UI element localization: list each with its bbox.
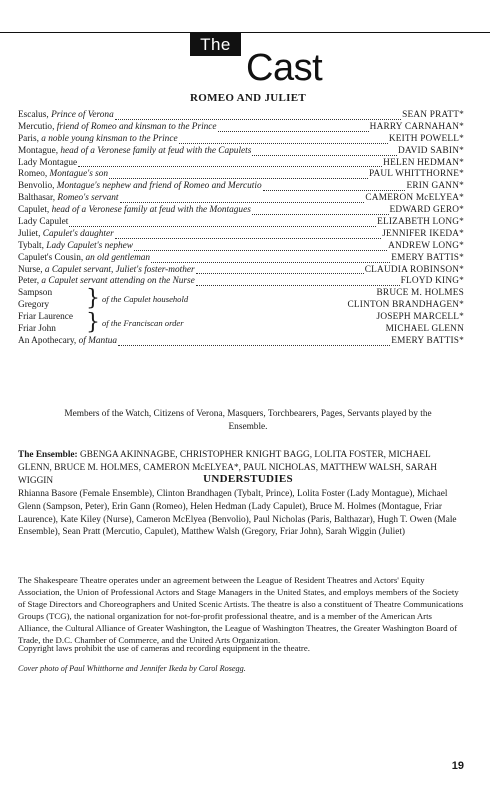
actor-name: EMERY BATTIS* [391, 335, 464, 346]
role-name: Paris, [18, 133, 42, 144]
actor-name: BRUCE M. HOLMES [376, 288, 464, 299]
brace-icon: } [86, 286, 100, 312]
page-number: 19 [451, 760, 464, 772]
role-name: Benvolio, [18, 181, 57, 192]
role-description: an old gentleman [85, 252, 151, 263]
cast-row [18, 229, 464, 241]
cast-row [18, 217, 464, 229]
cast-row [18, 122, 464, 134]
header-rule [0, 32, 490, 33]
role-name: Mercutio, [18, 121, 57, 132]
actor-name: FLOYD KING* [400, 276, 464, 287]
role-description: of the Capulet household [102, 294, 189, 305]
actor-name: EMERY BATTIS* [391, 252, 464, 263]
role-description: head of a Veronese family at feud with the Montagues [51, 205, 251, 216]
cast-group [18, 312, 464, 336]
actor-name: CLAUDIA ROBINSON* [364, 264, 464, 275]
cast-row [18, 110, 464, 122]
role-description: of Mantua [78, 335, 118, 346]
leader-dots [120, 194, 365, 203]
understudies-paragraph: Rhianna Basore (Female Ensemble), Clinton Brandhagen (Tybalt, Prince), Lolita Foster (Lady Montague), Michael Glenn (Sampson, Peter), Erin Gann (Romeo), Helen Hedman (Lady Capulet), Bruce M. Holmes (Montague, Friar Laurence), Kate Kiley (Nurse), Cameron McElyea (Benvolio), Paul Nicholas (Paris, Balthazar), Hugh T. Owen (Male Ensemble), Sean Pratt (Mercutio, Capulet), Matthew Walsh (Gregory, Friar John), Sarah Wiggin (Juliet) [18, 489, 457, 538]
leader-dots [78, 158, 382, 167]
role-description: Montague's son [49, 169, 109, 180]
leader-dots [109, 170, 368, 179]
role-description: Montague's nephew and friend of Romeo and Mercutio [56, 181, 262, 192]
leader-dots [151, 254, 390, 263]
brace-icon: } [86, 310, 100, 336]
role-name: Peter, [18, 276, 42, 287]
leader-dots [118, 337, 390, 346]
leader-dots [115, 230, 381, 239]
ensemble-roles-note: Members of the Watch, Citizens of Verona, Masquers, Torchbearers, Pages, Servants played by the Ensemble. [64, 409, 432, 432]
role-name: Balthasar, [18, 193, 58, 204]
cover-photo-credit: Cover photo of Paul Whitthorne and Jennifer Ikeda by Carol Rosegg. [18, 664, 246, 673]
leader-dots [218, 123, 369, 132]
actor-name: PAUL WHITTHORNE* [368, 169, 464, 180]
ensemble-members: GBENGA AKINNAGBE, CHRISTOPHER KNIGHT BAGG, LOLITA FOSTER, MICHAEL GLENN, BRUCE M. HOLMES, CAMERON McELYEA*, PAUL NICHOLAS, MATTHEW WALSH, SARAH WIGGIN [18, 450, 437, 486]
role-description: of the Franciscan order [102, 318, 184, 329]
actor-name: CAMERON McELYEA* [365, 193, 464, 204]
role-name: Montague, [18, 145, 61, 156]
leader-dots [263, 182, 406, 191]
cast-row [18, 336, 464, 348]
role-name: Gregory [18, 300, 49, 311]
leader-dots [252, 147, 397, 156]
actor-name: ELIZABETH LONG* [377, 217, 464, 228]
play-title: ROMEO AND JULIET [189, 92, 307, 104]
leader-dots [115, 111, 401, 120]
role-description: Lady Capulet's nephew [46, 240, 133, 251]
cast-row [18, 193, 464, 205]
role-description: a Capulet servant attending on the Nurse [41, 276, 195, 287]
role-name: Lady Montague [18, 157, 78, 168]
role-name: Juliet, [18, 228, 43, 239]
role-name: Sampson [18, 288, 53, 299]
leader-dots [69, 218, 376, 227]
ensemble-label: The Ensemble: [18, 450, 78, 460]
cast-row [18, 146, 464, 158]
role-name: Tybalt, [18, 240, 47, 251]
role-description: Romeo's servant [57, 193, 119, 204]
actor-name: DAVID SABIN* [397, 145, 464, 156]
header-the-label: The [190, 33, 241, 56]
role-description: friend of Romeo and kinsman to the Prince [56, 121, 217, 132]
cast-row [18, 241, 464, 253]
cast-row [18, 265, 464, 277]
theatre-affiliations-paragraph: The Shakespeare Theatre operates under an agreement between the League of Resident Theatres and Actors' Equity Association, the Union of Professional Actors and Stage Managers in the United States, and employs members of the Society of Stage Directors and Choreographers and United Scenic Artists. The theatre is also a constituent of Theatre Communications Groups (TCG), the national organization for not-for-profit professional theatre, and is a member of the American Arts Alliance, the Cultural Alliance of Greater Washington, the League of Washington Theatres, the Greater Washington Board of Trade, the D.C. Chamber of Commerce, and the United Arts Organization. [18, 575, 464, 645]
cast-group [18, 288, 464, 312]
role-description: Capulet's daughter [42, 228, 114, 239]
actor-name: HARRY CARNAHAN* [369, 121, 464, 132]
role-name: Escalus, [18, 110, 52, 120]
cast-row [18, 276, 464, 288]
role-name: Capulet's Cousin, [18, 252, 86, 263]
actor-name: MICHAEL GLENN [385, 324, 464, 335]
cast-row [18, 169, 464, 181]
leader-dots [252, 206, 389, 215]
role-name: Nurse, [18, 264, 45, 275]
role-description: a noble young kinsman to the Prince [41, 133, 178, 144]
actor-name: KEITH POWELL* [388, 133, 464, 144]
role-name: Lady Capulet [18, 217, 69, 228]
role-name: Capulet, [18, 205, 52, 216]
actor-name: JOSEPH MARCELL* [376, 312, 464, 323]
cast-row [18, 134, 464, 146]
role-name: Friar John [18, 324, 56, 335]
leader-dots [134, 242, 387, 251]
actor-name: HELEN HEDMAN* [383, 157, 464, 168]
copyright-notice: Copyright laws prohibit the use of cameras and recording equipment in the theatre. [18, 643, 310, 653]
role-name: Romeo, [18, 169, 50, 180]
actor-name: EDWARD GERO* [389, 205, 464, 216]
leader-dots [179, 135, 388, 144]
cast-row [18, 253, 464, 265]
cast-list [18, 110, 464, 348]
cast-row [18, 205, 464, 217]
cast-row [18, 158, 464, 170]
page-title: Cast [246, 47, 323, 89]
role-description: a Capulet servant, Juliet's foster-mother [44, 264, 195, 275]
role-description: head of a Veronese family at feud with the Capulets [60, 145, 252, 156]
leader-dots [196, 265, 364, 274]
role-name: An Apothecary, [18, 335, 79, 346]
understudies-heading: UNDERSTUDIES [203, 473, 293, 485]
role-description: Prince of Verona [51, 110, 114, 120]
leader-dots [196, 277, 400, 286]
actor-name: JENNIFER IKEDA* [382, 228, 464, 239]
actor-name: SEAN PRATT* [402, 110, 464, 120]
cast-row [18, 181, 464, 193]
role-name: Friar Laurence [18, 312, 73, 323]
actor-name: ERIN GANN* [406, 181, 464, 192]
actor-name: ANDREW LONG* [388, 240, 464, 251]
actor-name: CLINTON BRANDHAGEN* [347, 300, 464, 311]
